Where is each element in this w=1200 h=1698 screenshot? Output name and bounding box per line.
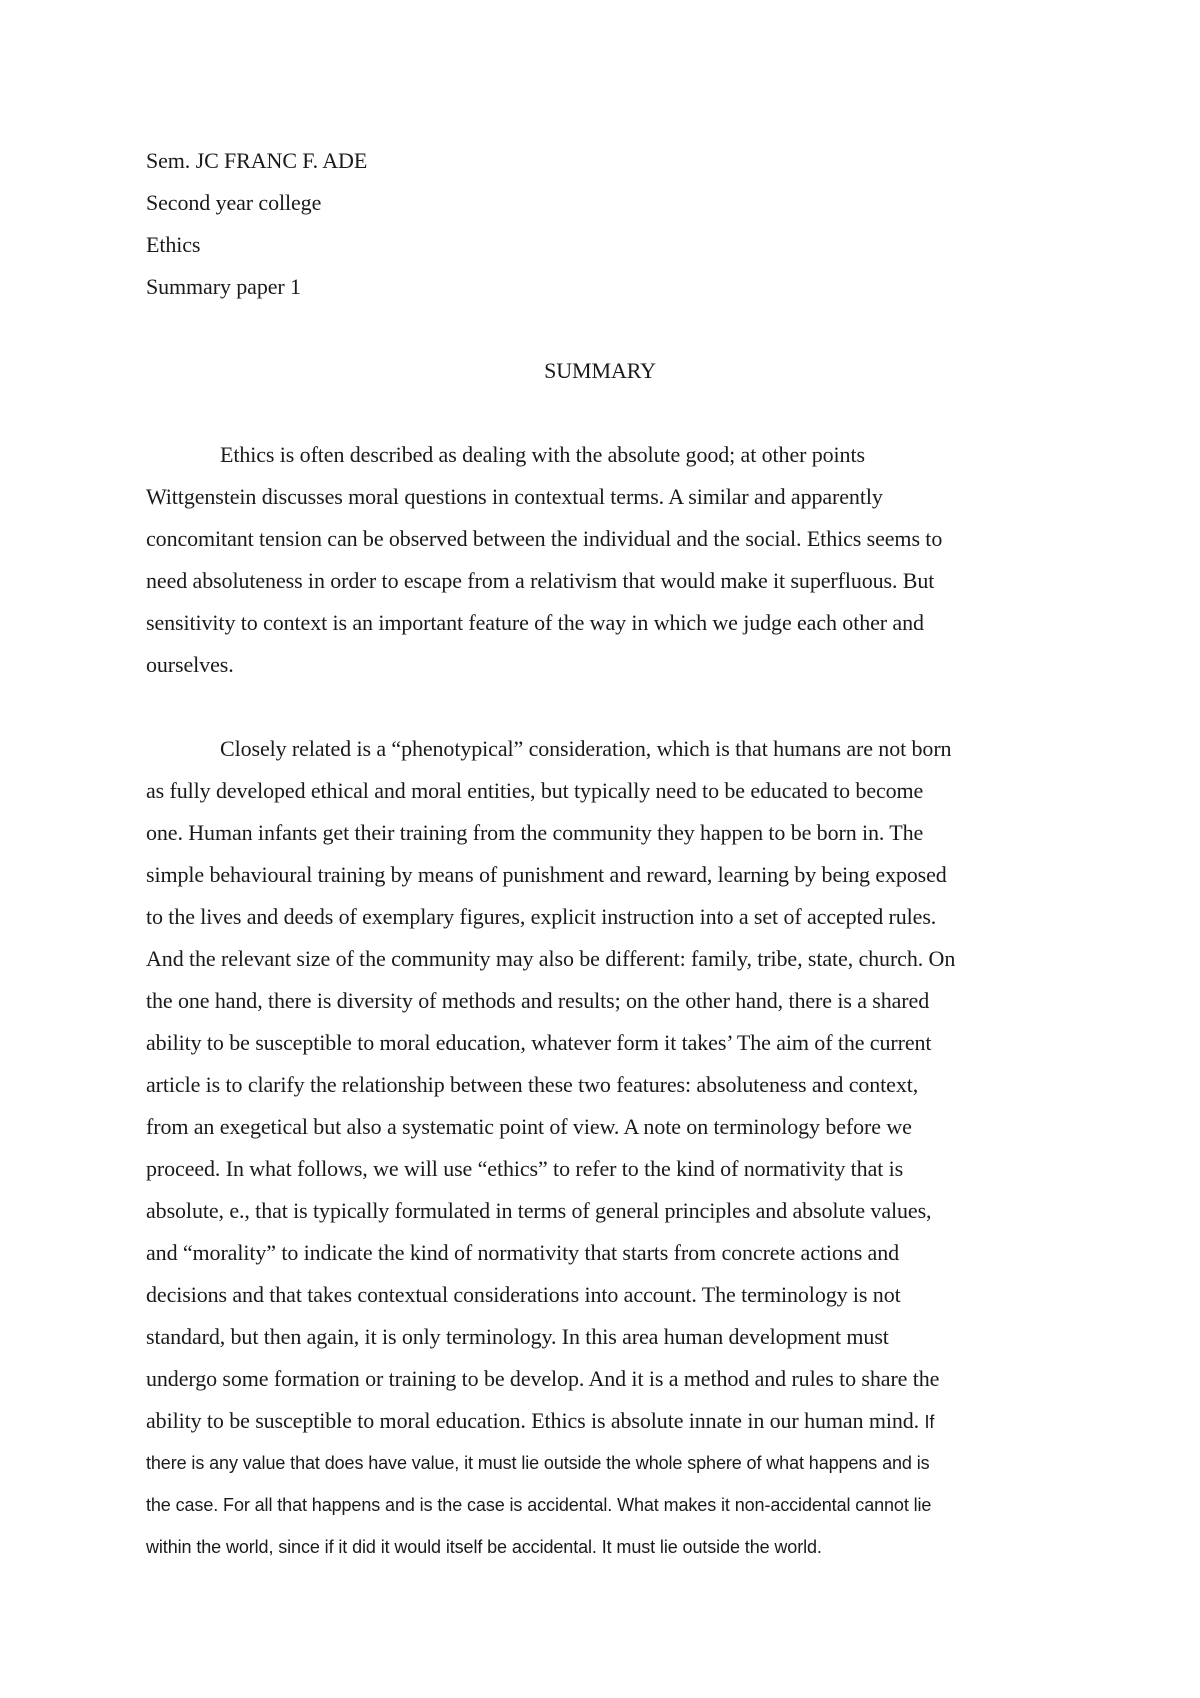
paragraph-1	[146, 434, 1066, 686]
paragraph-2-sans-line: within the world, since if it did it would itself be accidental. It must lie outside the world.	[146, 1537, 822, 1557]
paragraph-2-line: undergo some formation or training to be develop. And it is a method and rules to share the	[146, 1366, 940, 1391]
subject-name: Ethics	[146, 232, 201, 257]
year-level: Second year college	[146, 190, 322, 215]
paragraph-2-sans-line: there is any value that does have value, it must lie outside the whole sphere of what happens and is	[146, 1453, 930, 1473]
paragraph-1-line: Ethics is often described as dealing with the absolute good; at other points	[220, 442, 865, 467]
paragraph-2-sans-line: the case. For all that happens and is the case is accidental. What makes it non-accidental cannot lie	[146, 1495, 932, 1515]
paragraph-2-line: from an exegetical but also a systematic point of view. A note on terminology before we	[146, 1114, 912, 1139]
paragraph-2-line: decisions and that takes contextual considerations into account. The terminology is not	[146, 1282, 901, 1307]
paragraph-2-line: to the lives and deeds of exemplary figures, explicit instruction into a set of accepted rules.	[146, 904, 937, 929]
paragraph-2-line: one. Human infants get their training from the community they happen to be born in. The	[146, 820, 924, 845]
paragraph-1-line: sensitivity to context is an important feature of the way in which we judge each other and	[146, 610, 924, 635]
paragraph-2-line-mixed	[146, 1400, 1066, 1442]
paragraph-2-line: standard, but then again, it is only terminology. In this area human development must	[146, 1324, 889, 1349]
paragraph-2-line: simple behavioural training by means of punishment and reward, learning by being exposed	[146, 862, 947, 887]
paragraph-2-tail-word: If	[924, 1412, 935, 1432]
paragraph-1-line: Wittgenstein discusses moral questions in contextual terms. A similar and apparently	[146, 484, 883, 509]
paragraph-2	[146, 728, 1066, 1568]
document-title: SUMMARY	[544, 358, 656, 383]
paragraph-1-line: concomitant tension can be observed between the individual and the social. Ethics seems to	[146, 526, 943, 551]
paragraph-2-line-text: ability to be susceptible to moral education. Ethics is absolute innate in our human mind.	[146, 1408, 920, 1433]
paragraph-2-line: ability to be susceptible to moral education, whatever form it takes’ The aim of the current	[146, 1030, 932, 1055]
paragraph-1-line: ourselves.	[146, 652, 234, 677]
paper-label: Summary paper 1	[146, 274, 301, 299]
paragraph-1-line: need absoluteness in order to escape from a relativism that would make it superfluous. But	[146, 568, 935, 593]
paragraph-2-line: And the relevant size of the community may also be different: family, tribe, state, church. On	[146, 946, 956, 971]
paragraph-2-line: Closely related is a “phenotypical” consideration, which is that humans are not born	[220, 736, 952, 761]
paragraph-2-line: and “morality” to indicate the kind of normativity that starts from concrete actions and	[146, 1240, 900, 1265]
paragraph-2-line: article is to clarify the relationship between these two features: absoluteness and context,	[146, 1072, 919, 1097]
paragraph-2-line: the one hand, there is diversity of methods and results; on the other hand, there is a shared	[146, 988, 930, 1013]
paragraph-2-line: absolute, e., that is typically formulated in terms of general principles and absolute values,	[146, 1198, 932, 1223]
author-name: Sem. JC FRANC F. ADE	[146, 148, 368, 173]
paragraph-2-line: proceed. In what follows, we will use “ethics” to refer to the kind of normativity that is	[146, 1156, 904, 1181]
paragraph-2-line: as fully developed ethical and moral entities, but typically need to be educated to become	[146, 778, 924, 803]
